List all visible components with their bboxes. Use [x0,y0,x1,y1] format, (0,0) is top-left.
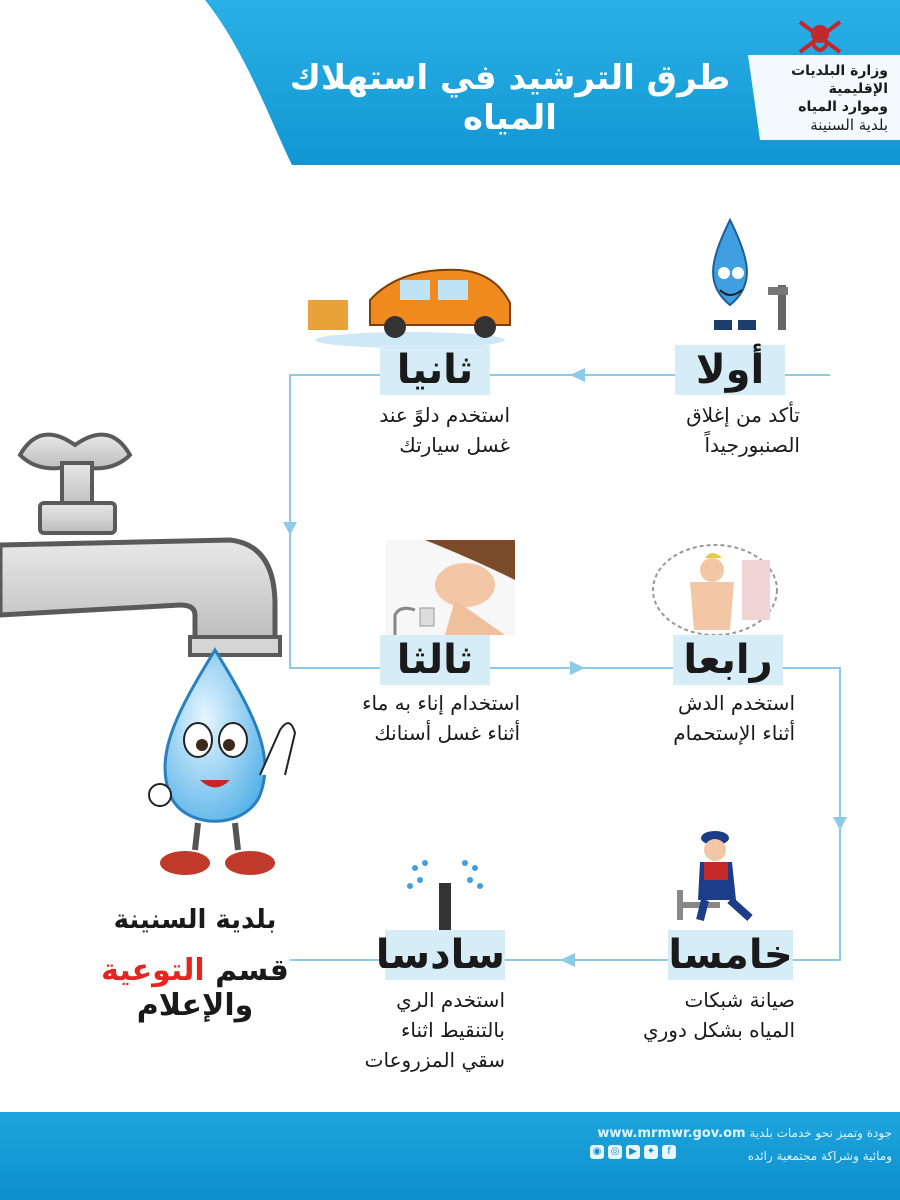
bottom-slogan: جودة وتميز نحو خدمات بلدية [749,1126,892,1140]
footer-municipality: بلدية السنينة [113,905,277,935]
bottom-url[interactable]: www.mrmwr.gov.om [597,1126,746,1141]
step-5-text [590,985,795,1045]
step-4-text-line2: أثناء الإستحمام [673,721,795,745]
youtube-icon[interactable]: ▶ [626,1145,640,1159]
car-wash-illustration [300,255,520,350]
step-3-text-line2: أثناء غسل أسنانك [374,721,520,745]
municipality-name: بلدية السنينة [810,116,888,134]
step-1-label: أولا [675,345,785,395]
step-6-text-line2: بالتنقيط اثناء [401,1018,505,1042]
step-5-text-line1: صيانة شبكات [684,988,795,1012]
page-title: طرق الترشيد في استهلاك المياه [289,58,731,138]
faucet-illustration [0,415,300,675]
bottom-slogan-line2: ومائية وشراكة مجتمعية رائده [747,1149,892,1163]
plumber-illustration [670,830,780,925]
step-5-text-line2: المياه بشكل دوري [642,1018,795,1042]
step-2-text [320,400,510,460]
step-6-label: سادسا [375,932,505,978]
step-4-label: رابعا [673,635,783,685]
water-drop-tap-illustration [700,215,810,345]
dept-part2: والإعلام [136,988,254,1023]
twitter-icon[interactable]: ✦ [644,1145,658,1159]
sprinkler-illustration [405,858,485,938]
water-drop-mascot-illustration [140,645,315,885]
step-1-text-line2: الصنبورجيداً [704,433,800,457]
step-4-text [595,688,795,748]
teeth-brushing-illustration [385,540,515,635]
step-2-label: ثانيا [380,345,490,395]
step-2-text-line1: استخدم دلوً عند [379,403,510,427]
step-3-label: ثالثا [380,635,490,685]
ministry-name-line2: وموارد المياه [798,99,888,115]
step-6-text-line1: استخدم الري [396,988,505,1012]
ministry-name-line1: وزارة البلديات الإقليمية [791,63,888,97]
step-3-text-line1: استخدام إناء به ماء [362,691,520,715]
step-5-label: خامسا [668,932,793,978]
instagram-icon[interactable]: ◎ [608,1145,622,1159]
footer-department [40,953,350,1023]
step-2-text-line2: غسل سيارتك [399,433,510,457]
footer-org-block [40,905,350,1023]
bottom-slogan-block [472,1122,892,1167]
step-4-text-line1: استخدم الدش [677,691,795,715]
dept-highlight: التوعية [101,953,205,988]
facebook-icon[interactable]: f [662,1145,676,1159]
step-6-text-line3: سقي المزروعات [364,1048,505,1072]
dept-part1: قسم [215,953,289,988]
step-3-text [300,688,520,748]
step-1-text [610,400,800,460]
social-icons [590,1145,676,1159]
shower-illustration [650,540,780,640]
step-1-text-line1: تأكد من إغلاق [686,403,800,427]
rss-icon[interactable]: ◉ [590,1145,604,1159]
